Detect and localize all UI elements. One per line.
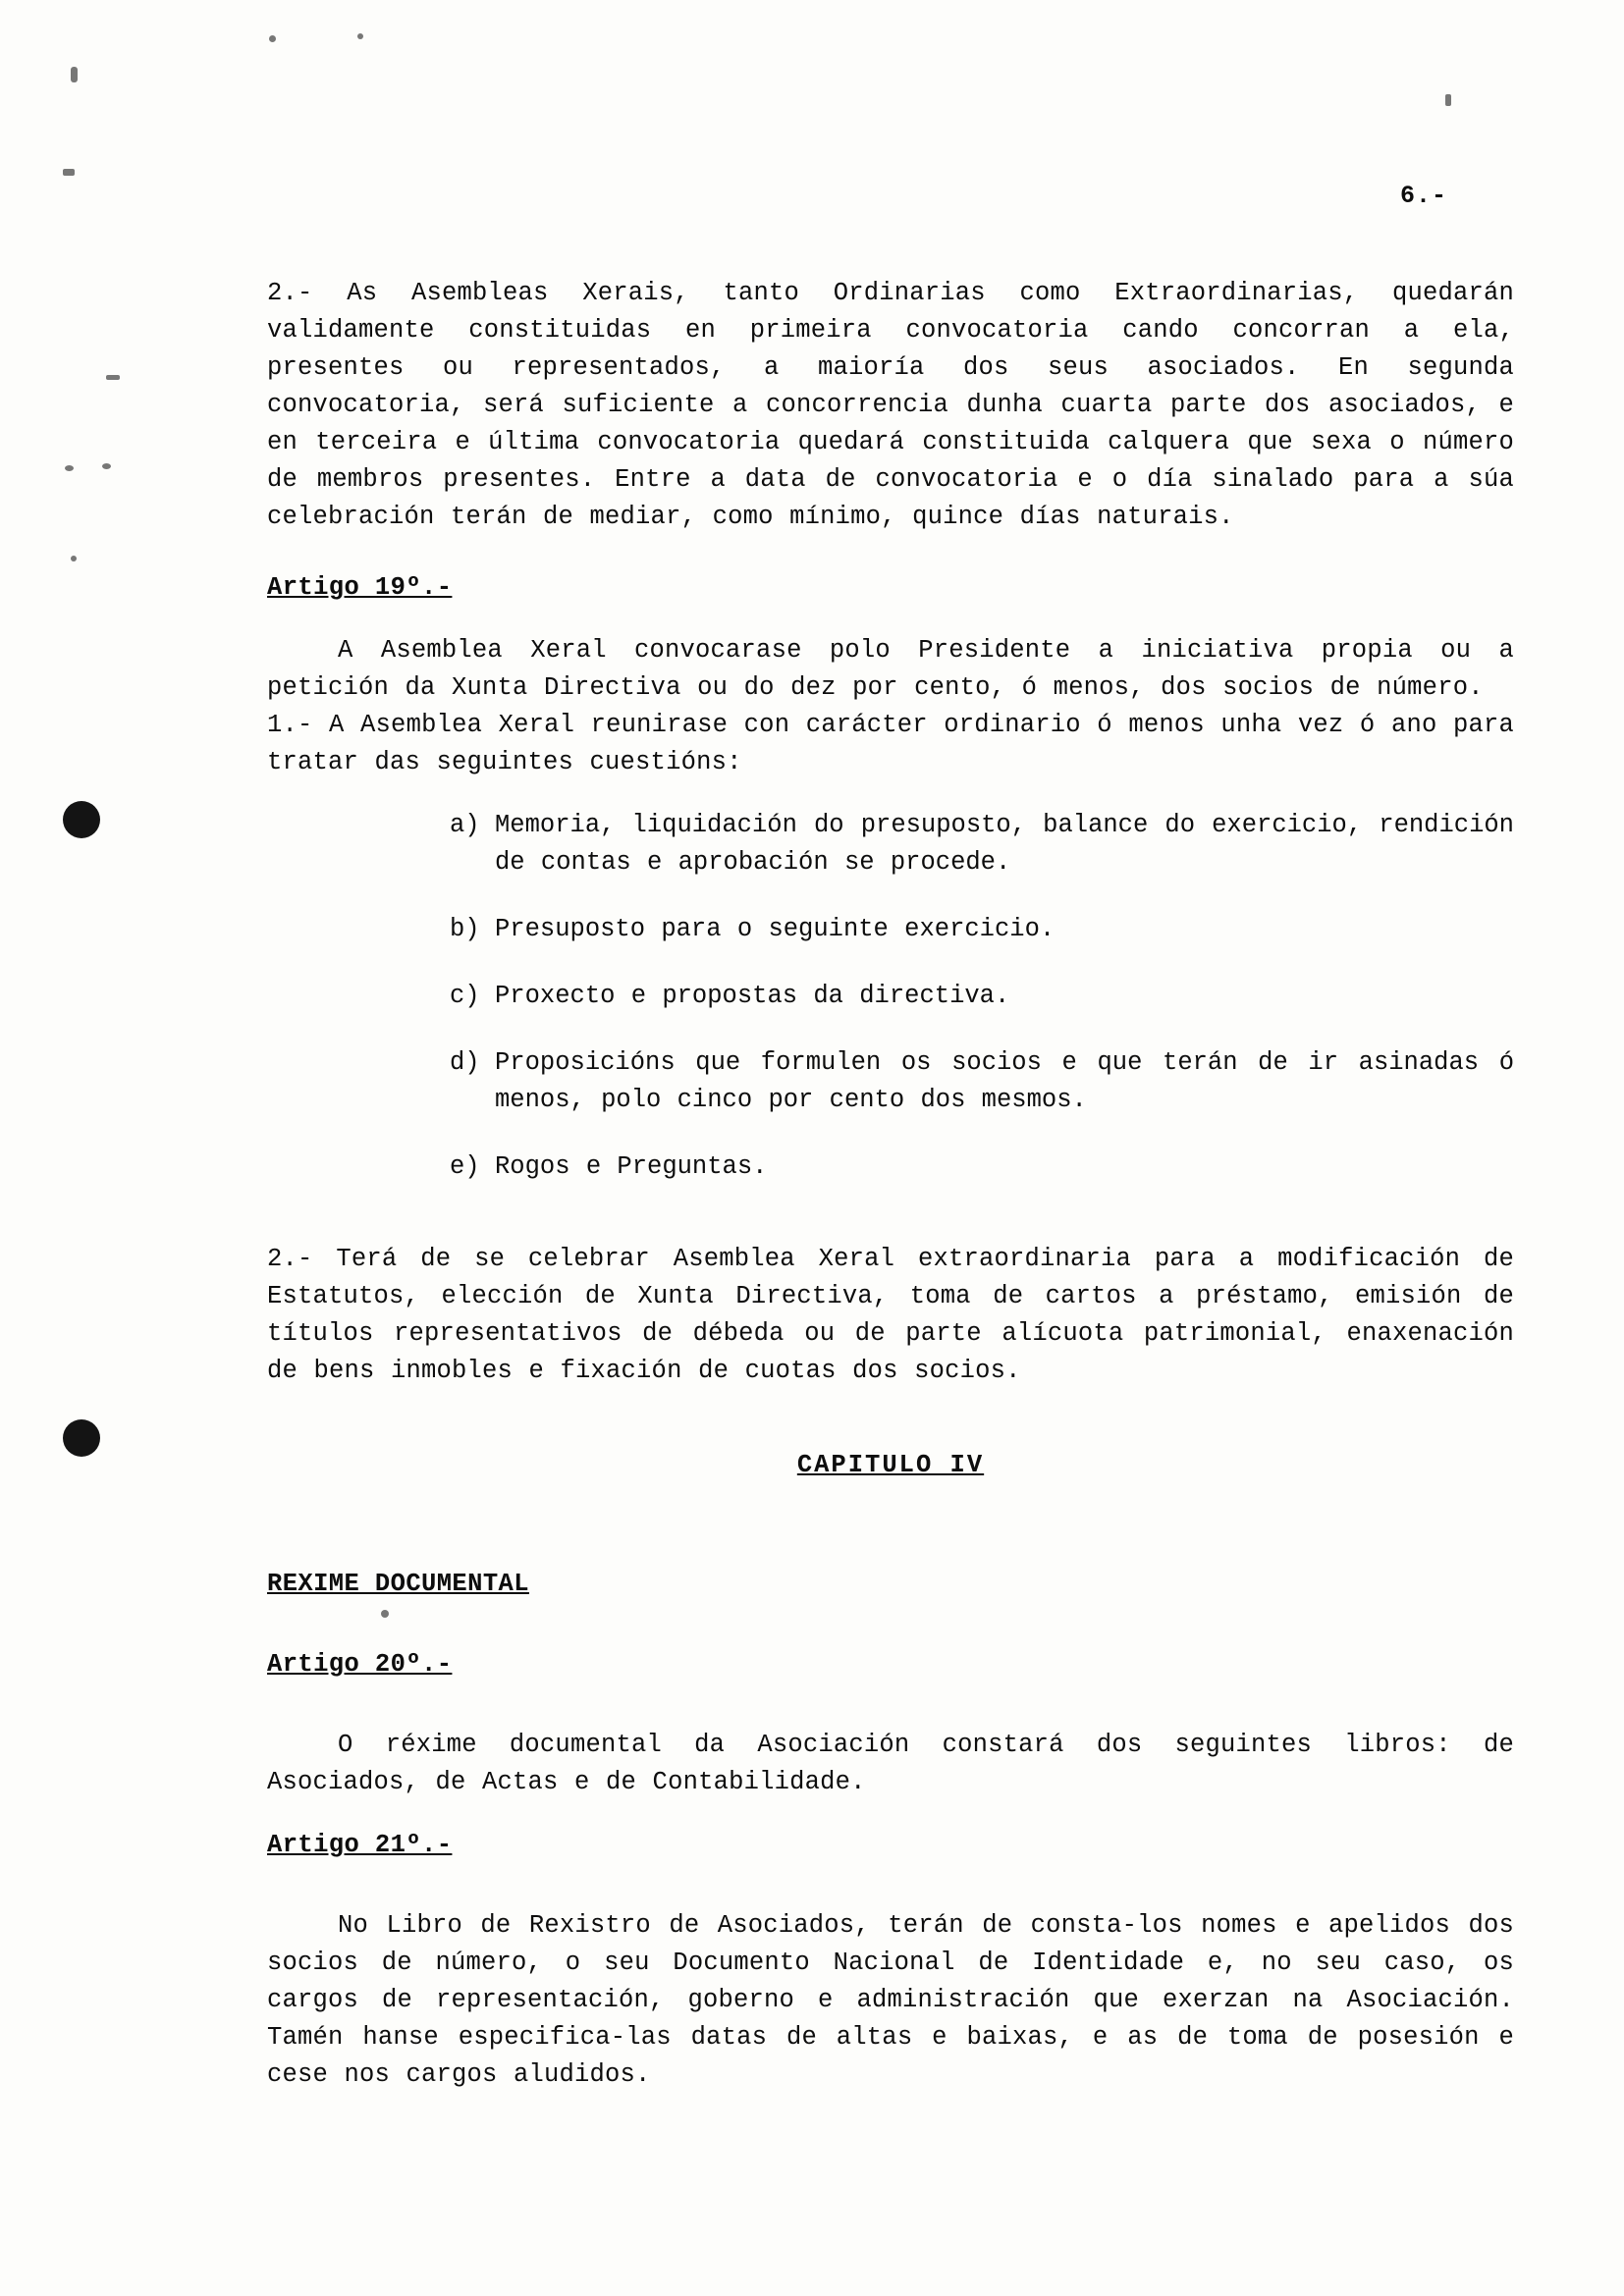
paragraph-art19-point-2: 2.- Terá de se celebrar Asemblea Xeral extraordinaria para a modificación de Estatutos, elección de Xunta Directiva, toma de cartos a préstamo, emisión de títulos representativos de débeda ou de parte alícuota patrimonial, enaxenación de bens inmobles e fixación de cuotas dos socios. bbox=[267, 1245, 1514, 1385]
list-item-text: Rogos e Preguntas. bbox=[495, 1152, 768, 1181]
paragraph-art19-body: A Asemblea Xeral convocarase polo Presidente a iniciativa propia ou a petición da Xunta Directiva ou do dez por cento, ó menos, dos socios de número. bbox=[267, 636, 1514, 702]
scan-speck bbox=[71, 67, 78, 82]
list-item-text: Proposicións que formulen os socios e que terán de ir asinadas ó menos, polo cinco por cento dos mesmos. bbox=[495, 1048, 1514, 1114]
list-item-marker: e) bbox=[450, 1152, 480, 1181]
page-number: 6.- bbox=[1399, 182, 1447, 210]
scan-speck bbox=[106, 375, 120, 380]
chapter-heading: CAPITULO IV bbox=[796, 1451, 985, 1479]
scan-speck bbox=[357, 33, 363, 39]
list-item-text: Presuposto para o seguinte exercicio. bbox=[495, 915, 1056, 943]
heading-articulo-19: Artigo 19º.- bbox=[267, 573, 453, 602]
list-item bbox=[450, 1148, 1514, 1186]
list-item-marker: a) bbox=[450, 811, 480, 839]
punch-hole-mark bbox=[63, 801, 100, 838]
scan-speck bbox=[269, 35, 276, 42]
ordinary-assembly-list bbox=[450, 807, 1514, 1186]
list-item bbox=[450, 1044, 1514, 1119]
chapter-title: REXIME DOCUMENTAL bbox=[267, 1570, 529, 1598]
heading-articulo-20: Artigo 20º.- bbox=[267, 1650, 453, 1679]
paragraph-art20-body: O réxime documental da Asociación constará dos seguintes libros: de Asociados, de Actas e de Contabilidade. bbox=[267, 1731, 1514, 1796]
list-item-marker: c) bbox=[450, 982, 480, 1010]
paragraph-assembly-quorum: 2.- As Asembleas Xerais, tanto Ordinarias como Extraordinarias, quedarán validamente constituidas en primeira convocatoria cando concorran a ela, presentes ou representados, a maioría dos seus asociados. En segunda convocatoria, será suficiente a concorrencia dunha cuarta parte dos asociados, e en terceira e última convocatoria quedará constituida calquera que sexa o número de membros presentes. Entre a data de convocatoria e o día sinalado para a súa celebración terán de mediar, como mínimo, quince días naturais. bbox=[267, 279, 1514, 531]
scan-speck bbox=[63, 169, 75, 176]
heading-articulo-21: Artigo 21º.- bbox=[267, 1831, 453, 1859]
scan-speck bbox=[71, 556, 77, 561]
list-item bbox=[450, 807, 1514, 881]
document-body bbox=[267, 275, 1514, 2094]
list-item bbox=[450, 978, 1514, 1015]
list-item-marker: b) bbox=[450, 915, 480, 943]
paragraph-art19-point-1: 1.- A Asemblea Xeral reunirase con carácter ordinario ó menos unha vez ó ano para tratar das seguintes cuestións: bbox=[267, 711, 1514, 776]
list-item bbox=[450, 911, 1514, 948]
paragraph-art21-body: No Libro de Rexistro de Asociados, terán de consta-los nomes e apelidos dos socios de número, o seu Documento Nacional de Identidade e, no seu caso, os cargos de representación, goberno e administración que exerzan na Asociación. Tamén hanse especifica-las datas de altas e baixas, e as de toma de posesión e cese nos cargos aludidos. bbox=[267, 1911, 1514, 2089]
punch-hole-mark bbox=[63, 1419, 100, 1457]
scan-speck bbox=[102, 463, 111, 469]
list-item-text: Proxecto e propostas da directiva. bbox=[495, 982, 1010, 1010]
list-item-marker: d) bbox=[450, 1048, 480, 1077]
scan-speck bbox=[65, 465, 74, 471]
scan-speck bbox=[1445, 94, 1451, 106]
list-item-text: Memoria, liquidación do presuposto, balance do exercicio, rendición de contas e aprobación se procede. bbox=[495, 811, 1514, 877]
